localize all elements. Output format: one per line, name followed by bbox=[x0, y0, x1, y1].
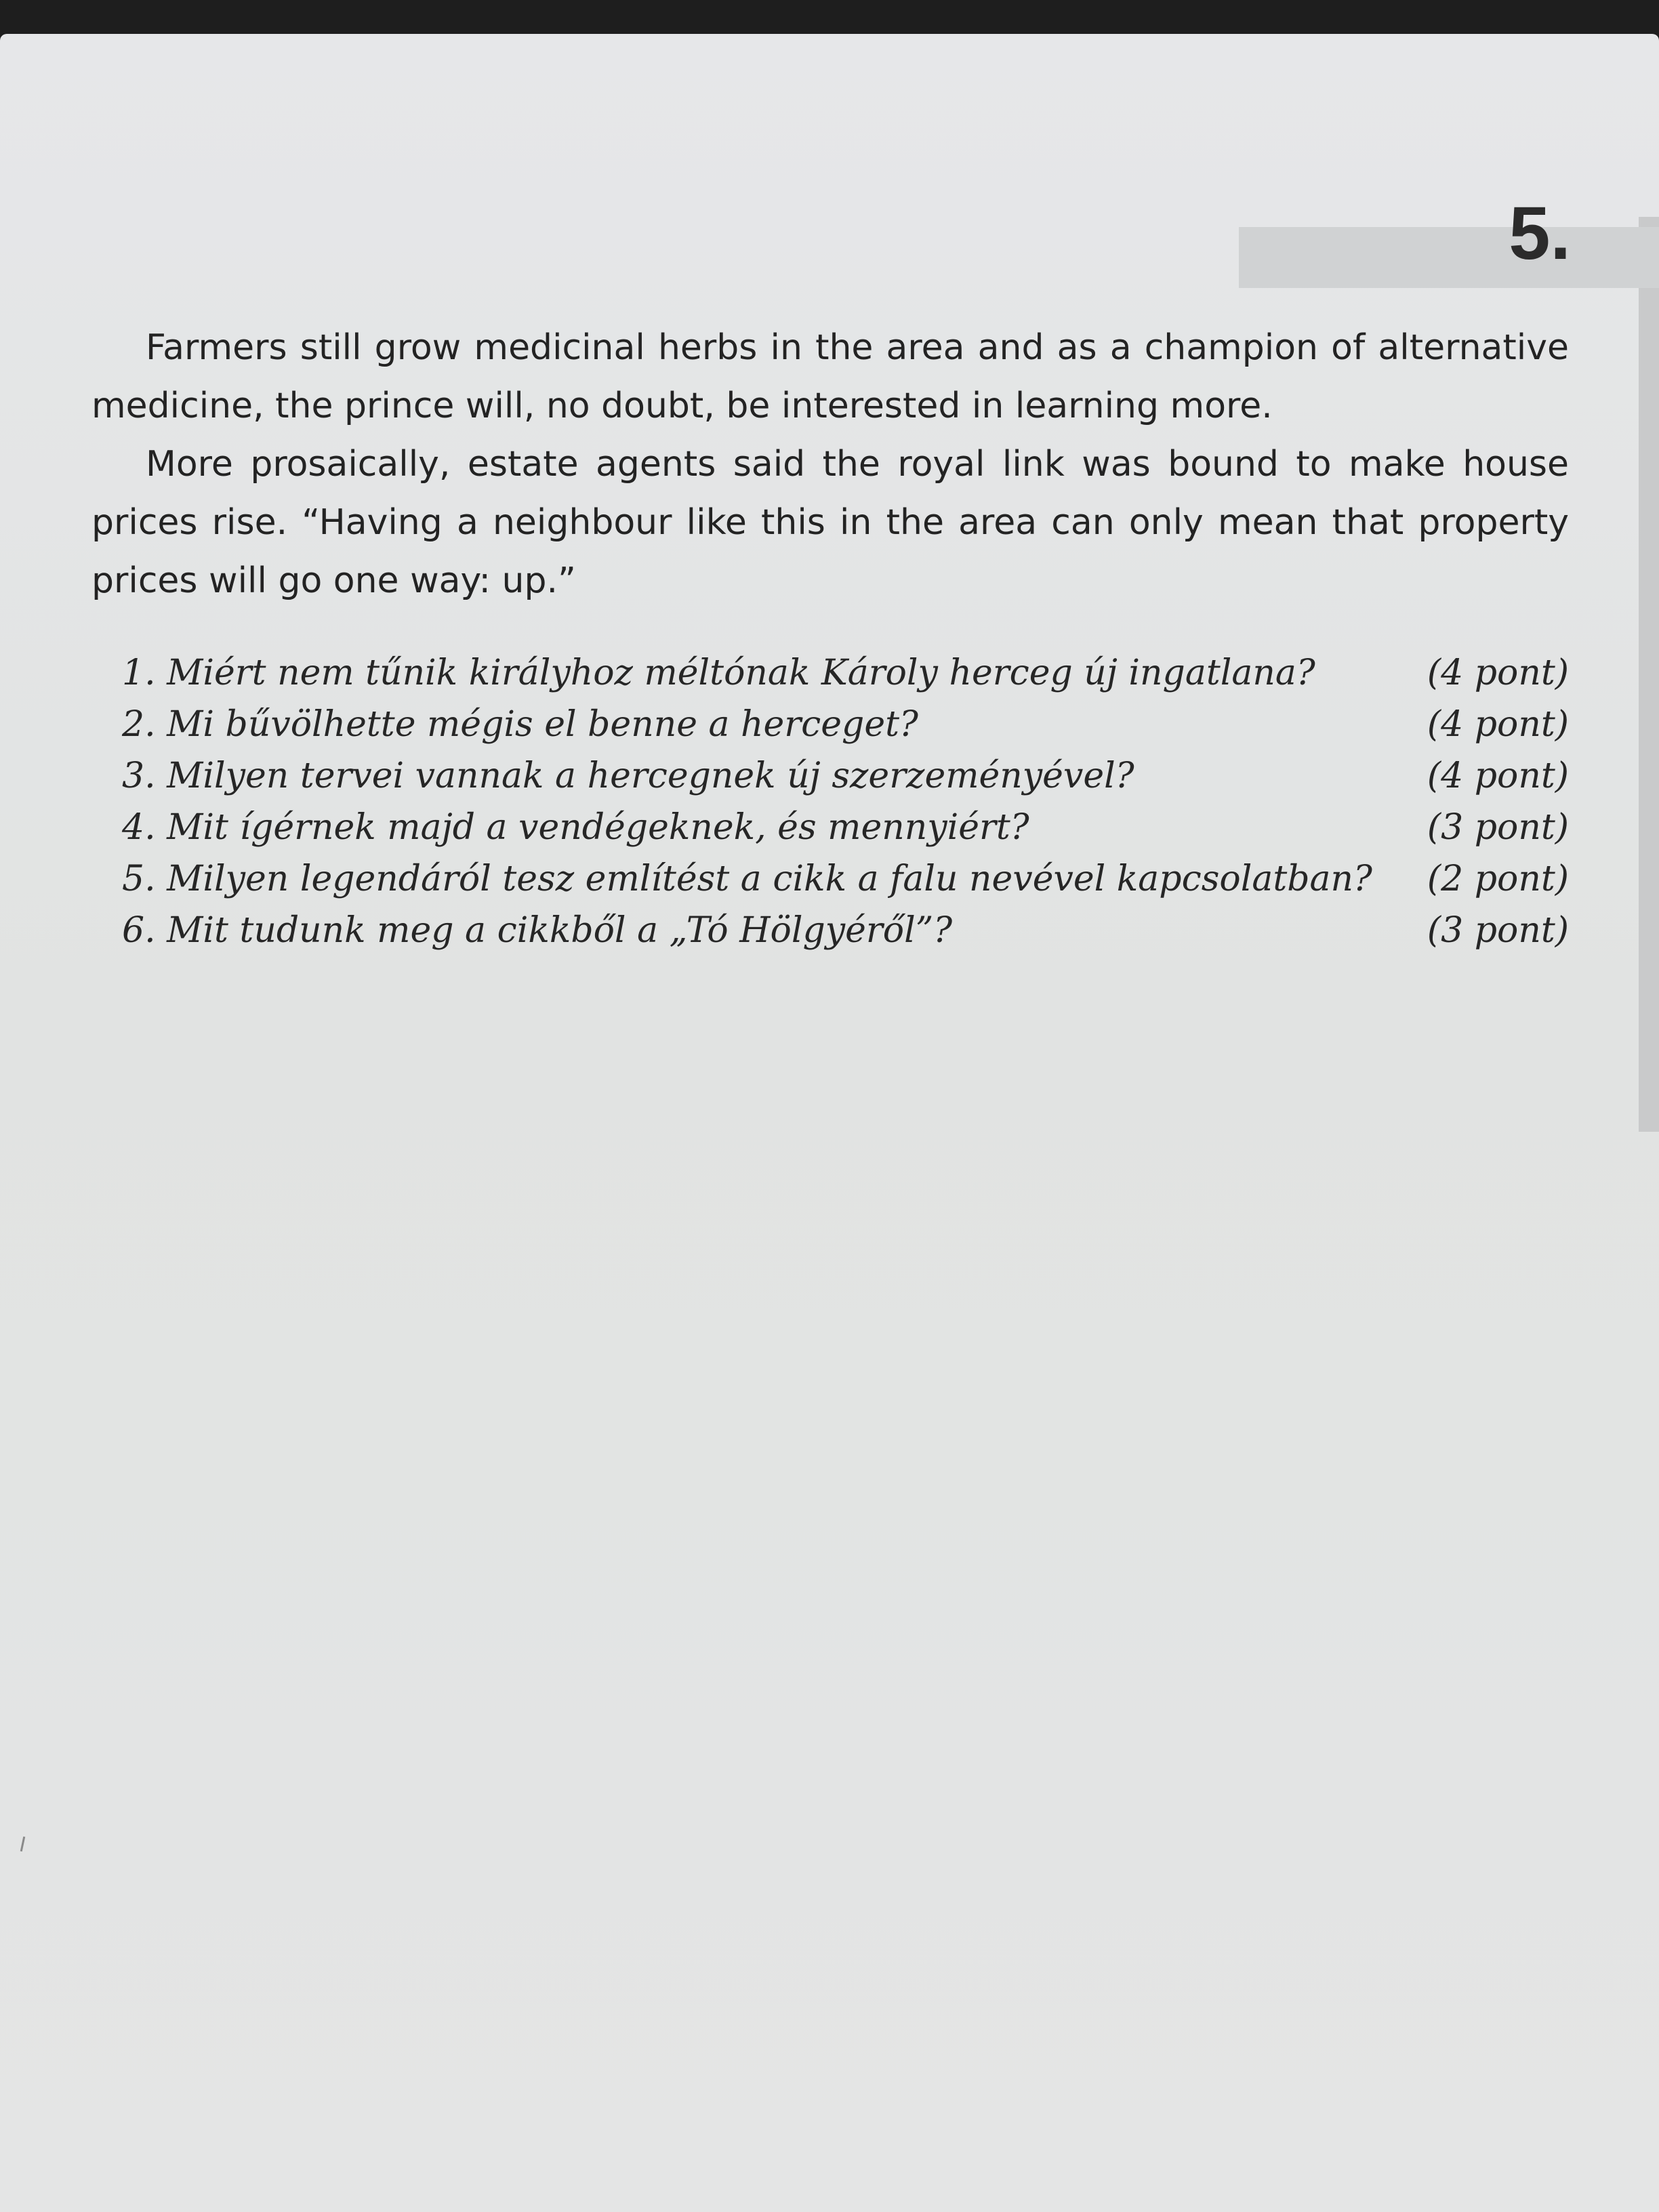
question-points: (4 pont) bbox=[1427, 653, 1569, 693]
question-points: (3 pont) bbox=[1427, 910, 1569, 951]
page-number: 5. bbox=[1509, 192, 1571, 275]
passage-paragraph: Farmers still grow medicinal herbs in the area and as a champion of alternative medicine, the prince will, no doubt, be interested in learning more. bbox=[91, 327, 1569, 426]
passage bbox=[91, 319, 1569, 610]
question-item bbox=[122, 699, 1569, 750]
question-item bbox=[122, 853, 1569, 905]
question-text: 1. Miért nem tűnik királyhoz méltónak Károly herceg új ingatlana? bbox=[122, 653, 1315, 693]
document-page bbox=[0, 34, 1659, 2212]
question-item bbox=[122, 647, 1569, 699]
pen-mark bbox=[20, 1837, 26, 1851]
header-shade bbox=[1239, 227, 1659, 288]
question-item bbox=[122, 905, 1569, 956]
question-item bbox=[122, 802, 1569, 853]
question-points: (3 pont) bbox=[1427, 807, 1569, 848]
question-text: 5. Milyen legendáról tesz említést a cikk a falu nevével kapcsolatban? bbox=[122, 859, 1372, 899]
question-text: 4. Mit ígérnek majd a vendégeknek, és mennyiért? bbox=[122, 807, 1029, 848]
question-text: 3. Milyen tervei vannak a hercegnek új szerzeményével? bbox=[122, 756, 1134, 796]
question-points: (2 pont) bbox=[1427, 859, 1569, 899]
question-text: 2. Mi bűvölhette mégis el benne a herceget? bbox=[122, 704, 918, 745]
question-list bbox=[122, 647, 1569, 956]
question-points: (4 pont) bbox=[1427, 756, 1569, 796]
question-item bbox=[122, 750, 1569, 802]
page-edge bbox=[1639, 217, 1659, 1132]
question-text: 6. Mit tudunk meg a cikkből a „Tó Hölgyéről”? bbox=[122, 910, 953, 951]
question-points: (4 pont) bbox=[1427, 704, 1569, 745]
passage-paragraph: More prosaically, estate agents said the royal link was bound to make house prices rise. “Having a neighbour like this in the area can only mean that property prices will go one way: up.” bbox=[91, 444, 1569, 601]
